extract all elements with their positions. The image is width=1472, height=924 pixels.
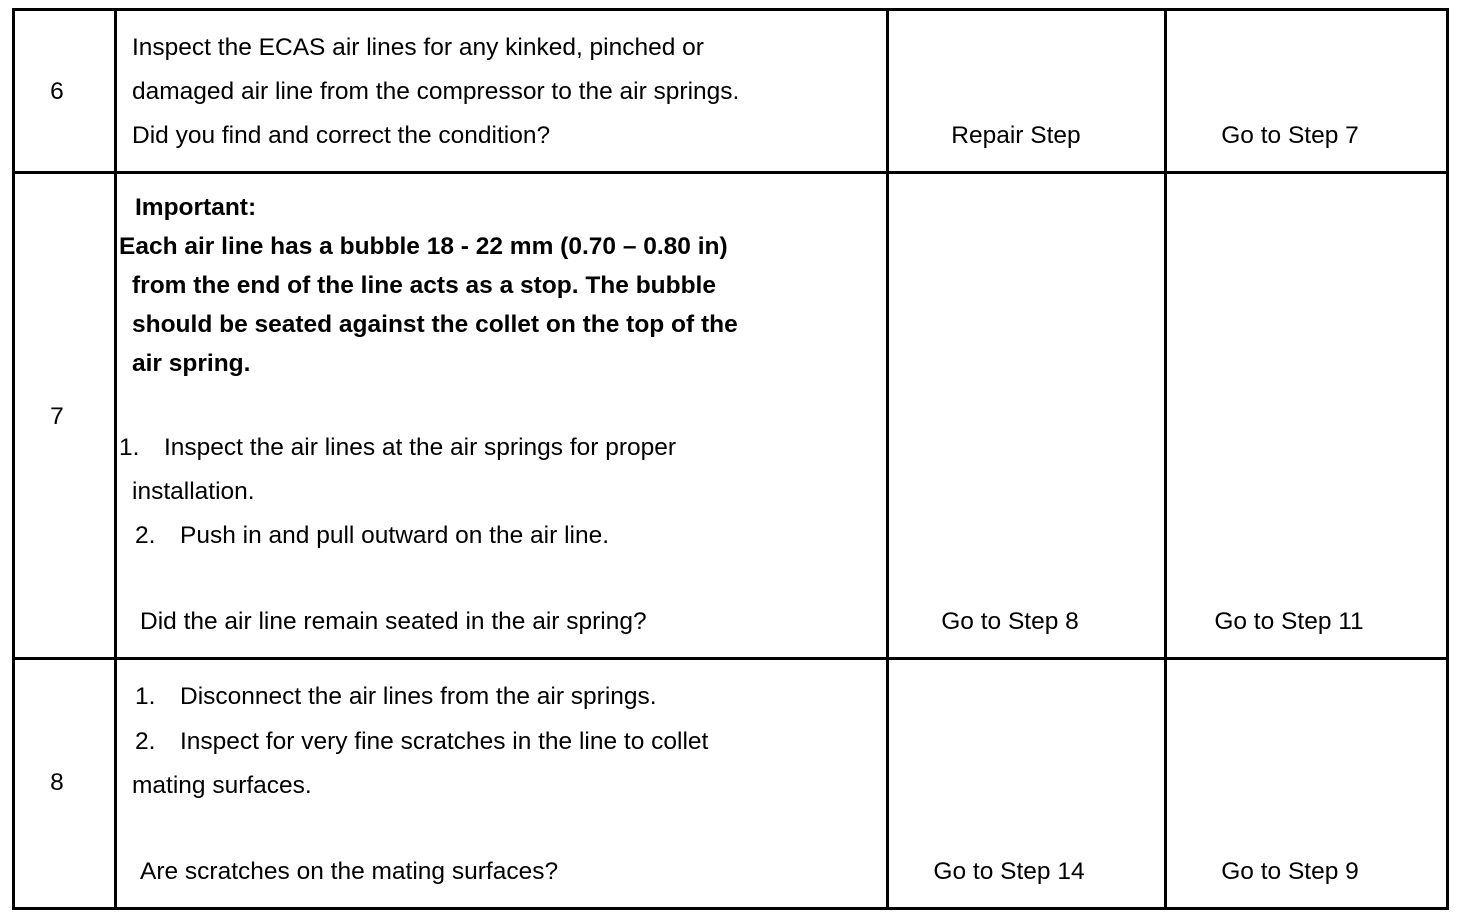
important-line-3: should be seated against the collet on the top of the <box>132 311 738 338</box>
step-number: 8 <box>50 769 64 796</box>
important-line-2: from the end of the line acts as a stop. The bubble <box>132 272 716 299</box>
step-6-question: Did you find and correct the condition? <box>132 122 551 149</box>
step-8-item-1: Disconnect the air lines from the air springs. <box>180 683 657 710</box>
step-7-yes-action: Go to Step 8 <box>941 608 1079 635</box>
list-item-number: 2. <box>135 522 156 549</box>
step-6-line-2: damaged air line from the compressor to the air springs. <box>132 78 740 105</box>
important-label: Important: <box>135 194 257 221</box>
table-border-right <box>1446 8 1449 910</box>
step-8-no-action: Go to Step 9 <box>1221 858 1359 885</box>
step-6-yes-action: Repair Step <box>951 122 1081 149</box>
step-6-line-1: Inspect the ECAS air lines for any kinked, pinched or <box>132 34 704 61</box>
step-6-no-action: Go to Step 7 <box>1221 122 1359 149</box>
step-7-item-1-line-1: Inspect the air lines at the air springs for proper <box>164 434 677 461</box>
list-item-number: 1. <box>135 683 156 710</box>
important-line-4: air spring. <box>132 350 251 377</box>
list-item-number: 2. <box>135 728 156 755</box>
step-8-item-2-line-1: Inspect for very fine scratches in the line to collet <box>180 728 709 755</box>
step-8-yes-action: Go to Step 14 <box>933 858 1085 885</box>
step-7-question: Did the air line remain seated in the air spring? <box>140 608 647 635</box>
row-divider-2 <box>12 657 1449 660</box>
table-border-top <box>12 8 1449 11</box>
step-8-item-2-line-2: mating surfaces. <box>132 772 312 799</box>
table-border-bottom <box>12 907 1449 910</box>
row-divider-1 <box>12 171 1449 174</box>
column-divider-1 <box>114 8 117 910</box>
step-7-item-2: Push in and pull outward on the air line. <box>180 522 610 549</box>
step-7-item-1-line-2: installation. <box>132 478 255 505</box>
step-number: 6 <box>50 78 64 105</box>
step-8-question: Are scratches on the mating surfaces? <box>140 858 559 885</box>
important-line-1: Each air line has a bubble 18 - 22 mm (0.70 – 0.80 in) <box>119 233 728 260</box>
step-number: 7 <box>50 403 64 430</box>
list-item-number: 1. <box>119 434 140 461</box>
step-7-no-action: Go to Step 11 <box>1214 608 1364 635</box>
